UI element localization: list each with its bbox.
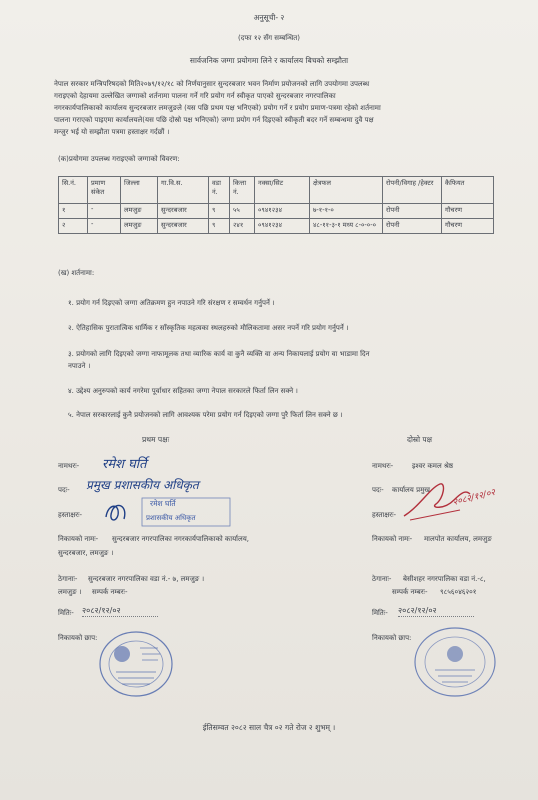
- table-header-cell: कैफियत: [442, 177, 494, 204]
- table-header-cell: वडा नं.: [209, 177, 230, 204]
- condition-item-4: ४. उद्देश्य अनुरुपको कार्य नगरेमा पूर्वाधार सहितका जग्गा नेपाल सरकारले फिर्ता लिन सक्ने ।: [68, 387, 298, 395]
- intro-line-4: पालना गराएको पाइएमा कार्यालयले(यस पछि दोस्रो पक्ष भनिएको) जग्गा प्रयोग गर्न दिइएको स्वीकृती बदर गर्ने सम्बन्धमा दुवै पक्ष: [54, 116, 374, 124]
- land-details-table: [58, 176, 494, 234]
- first-party-name-handwritten: रमेश घर्ति: [102, 457, 147, 472]
- document-title: सार्वजनिक जग्गा प्रयोगमा लिने र कार्यालय बिचको सम्झौता: [189, 56, 349, 65]
- table-row: [59, 219, 494, 234]
- second-party-date-value: २०८२/१२/०२: [398, 606, 474, 617]
- conditions-heading: (ख) शर्तनामा:: [58, 269, 95, 277]
- table-header-cell: प्रमाण संकेत: [88, 177, 121, 204]
- intro-line-2: गराइएको देहायमा उल्लेखित जग्गाको शर्तनामा पालना गर्ने गरि प्रयोग गर्न स्वीकृत पाएको सुन्दरबजार नगरपालिका: [54, 92, 336, 100]
- intro-line-1: नेपाल सरकार मन्त्रिपरिषदको मिति२०७९/१२/१८ को निर्णयानुसार सुन्दरबजार भवन निर्माण प्रयोजनको लागि उपयोगमा उपलब्ध: [54, 80, 370, 88]
- seal-name: रमेश घर्ति: [150, 499, 176, 508]
- table-cell: सुन्दरबजार: [158, 204, 209, 219]
- table-header-cell: क्षेत्रफल: [310, 177, 383, 204]
- first-party-date-value: २०८२/१२/०२: [82, 606, 158, 617]
- intro-line-5: मन्जुर भई यो सम्झौता पत्रमा हस्ताक्षर गर्दछौं ।: [54, 128, 170, 136]
- table-cell: ०९४१२३४: [255, 204, 310, 219]
- first-party-post-handwritten: प्रमुख प्रशासकीय अधिकृत: [86, 478, 199, 492]
- table-cell: सुन्दरबजार: [158, 219, 209, 234]
- table-header-cell: जिल्ला: [121, 177, 158, 204]
- second-party-office-label: निकायको नामः-: [372, 535, 413, 543]
- second-party-contact-value: ९८५६०४६२०१: [440, 588, 477, 596]
- table-cell: २: [59, 219, 88, 234]
- second-party-office-seal: [410, 624, 500, 702]
- table-cell: ७-१-१-०: [310, 204, 383, 219]
- table-cell: लमजुङ: [121, 204, 158, 219]
- first-party-heading: प्रथम पक्षः: [142, 435, 170, 444]
- table-cell: -: [88, 219, 121, 234]
- table-cell: गौचरण: [442, 219, 494, 234]
- second-party-signature-date: २०८२/१२/०२: [451, 487, 497, 509]
- table-cell: लमजुङ: [121, 219, 158, 234]
- table-cell: ५५: [230, 204, 255, 219]
- condition-item-3-cont: नपाउने ।: [68, 362, 91, 370]
- table-header-cell: सि.नं.: [59, 177, 88, 204]
- first-party-contact-label: सम्पर्क नम्बरः-: [92, 588, 128, 596]
- condition-item-2: २. ऐतिहासिक पुरातात्विक धार्मिक र साँस्कृतिक महत्वका स्थलहरुको मौलिकतामा असर नपर्ने गरि प्रयोग गर्नुपर्ने ।: [68, 324, 349, 332]
- first-party-district: लमजुङ ।: [58, 588, 82, 596]
- table-cell: -: [88, 204, 121, 219]
- second-party-contact-label: सम्पर्क नम्बरः-: [392, 588, 428, 596]
- second-party-signature-label: हस्ताक्षरः-: [372, 511, 397, 519]
- table-cell: १: [59, 204, 88, 219]
- second-party-office-value: मालपोत कार्यालय, लमजुङ: [424, 535, 492, 543]
- annex-label: अनुसूची- २: [253, 13, 285, 22]
- table-cell: रोपनी: [383, 219, 442, 234]
- land-details-heading: (क)प्रयोगमा उपलब्ध गराइएको जग्गाको विवरण:: [58, 155, 180, 163]
- condition-item-3: ३. प्रयोगको लागि दिइएको जग्गा नाफामूलक तथा व्यारिक कार्य वा कुनै व्यक्ति वा अन्य निकायलाई प्रयोग वा भाडामा दिन: [68, 350, 370, 358]
- second-party-stamp-label: निकायको छाप:: [372, 634, 412, 642]
- intro-line-3: नगरकार्यपालिकाको कार्यालय सुन्दरबजार लमजुङले (यस पछि प्रथम पक्ष भनिएको) प्रयोग गर्ने र प्रयोग प्रमाण-पत्रमा रहेको शर्तनामा: [54, 104, 381, 112]
- document-footer: ईतिसम्वत २०८२ साल चैत्र ०२ गते रोज २ शुभम् ।: [202, 723, 336, 732]
- second-party-name-value: इश्वर कमल श्रेष्ठ: [412, 462, 454, 470]
- first-party-date-label: मितिः-: [58, 609, 74, 617]
- second-party-post-value: कार्यालय प्रमुख: [392, 486, 430, 494]
- first-party-address-value: सुन्दरबजार नगरपालिका वडा नं.- ७, लमजुङ ।: [88, 575, 205, 583]
- first-party-office-value-2: सुन्दरबजार, लमजुङ ।: [58, 549, 114, 557]
- first-party-office-value: सुन्दरबजार नगरपालिका नगरकार्यपालिकाको कार्यालय,: [112, 535, 249, 543]
- first-party-signature-label: हस्ताक्षरः-: [58, 511, 83, 519]
- first-party-stamp-label: निकायको छाप:: [58, 634, 98, 642]
- table-cell: ०९४१२३४: [255, 219, 310, 234]
- second-party-address-label: ठेगानाः-: [372, 575, 392, 583]
- second-party-name-label: नामथरः-: [372, 462, 394, 470]
- second-party-heading: दोस्रो पक्ष: [407, 435, 433, 444]
- table-header-row: [59, 177, 494, 204]
- first-party-post-label: पदः-: [58, 486, 70, 494]
- condition-item-5: ५. नेपाल सरकारलाई कुनै प्रयोजनको लागि आवश्यक परेमा प्रयोग गर्न दिइएको जग्गा पुरै फिर्ता लिन सक्ने छ ।: [68, 411, 343, 419]
- second-party-signature: [400, 476, 500, 526]
- table-cell: ४८-११-३-१ मध्य ८-०-०-०: [310, 219, 383, 234]
- first-party-office-seal: [96, 628, 178, 700]
- table-header-cell: रोपनी/विगाह /हेक्टर: [383, 177, 442, 204]
- second-party-address-value: बेसीशहर नगरपालिका वडा नं.-८,: [403, 575, 486, 583]
- table-cell: ९: [209, 204, 230, 219]
- table-header-cell: गा.वि.स.: [158, 177, 209, 204]
- table-cell: गौचरण: [442, 204, 494, 219]
- second-party-post-label: पदः-: [372, 486, 384, 494]
- first-party-office-label: निकायको नामः-: [58, 535, 99, 543]
- first-party-address-label: ठेगानाः-: [58, 575, 78, 583]
- table-header-cell: कित्ता नं.: [230, 177, 255, 204]
- first-party-name-label: नामथरः-: [58, 462, 80, 470]
- condition-item-1: १. प्रयोग गर्न दिइएको जग्गा अतिक्रमण हुन नपाउने गरि संरक्षण र सम्वर्धन गर्नुपर्ने ।: [68, 299, 275, 307]
- table-row: [59, 204, 494, 219]
- second-party-date-label: मितिः-: [372, 609, 388, 617]
- table-cell: २४१: [230, 219, 255, 234]
- rule-reference: (दफा १२ सँग सम्बन्धित): [237, 34, 301, 42]
- table-header-cell: नक्सा/सिट: [255, 177, 310, 204]
- table-cell: रोपनी: [383, 204, 442, 219]
- table-cell: ९: [209, 219, 230, 234]
- seal-title: प्रशासकीय अधिकृत: [146, 514, 196, 522]
